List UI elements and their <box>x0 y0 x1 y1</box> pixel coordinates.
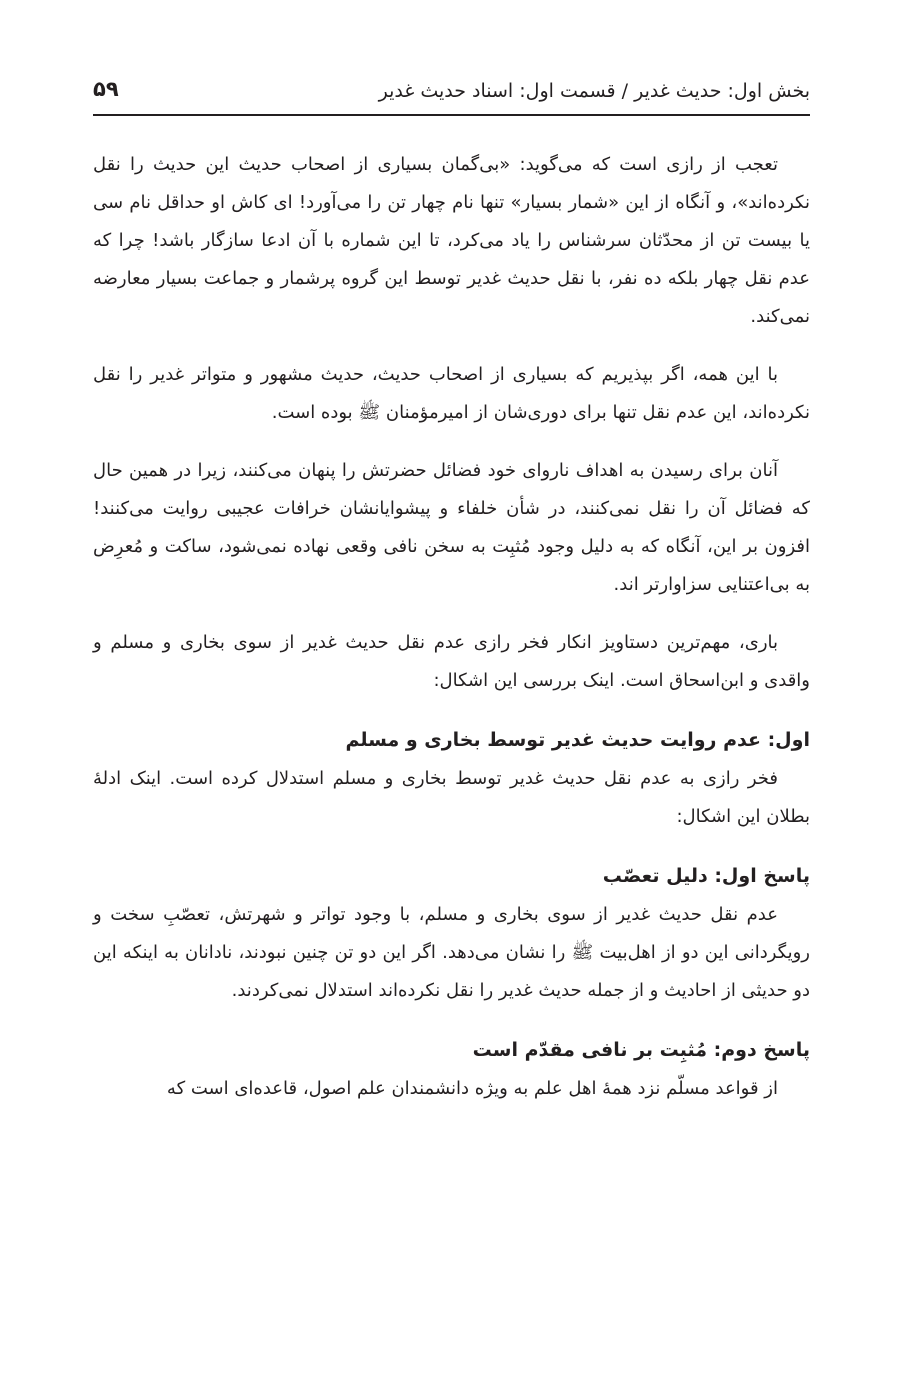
section-heading-3: پاسخ دوم: مُثبِت بر نافی مقدّم است <box>472 1039 810 1061</box>
paragraph-4: باری، مهم‌ترین دستاویز انکار فخر رازی عدم نقل حدیث غدیر از سوی بخاری و مسلم و واقدی و ابن‌اسحاق است. اینک بررسی این اشکال: <box>93 632 810 691</box>
running-header <box>93 74 810 116</box>
section-heading-2: پاسخ اول: دلیل تعصّب <box>602 865 810 887</box>
paragraph-2: با این همه، اگر بپذیریم که بسیاری از اصحاب حدیث، حدیث مشهور و متواتر غدیر را نقل نکرده‌اند، این عدم نقل تنها برای دوری‌شان از امیرمؤمنان ﷺ بوده است. <box>93 364 810 423</box>
book-page <box>93 0 810 1390</box>
paragraph-3: آنان برای رسیدن به اهداف ناروای خود فضائل حضرتش را پنهان می‌کنند، زیرا در همین حال که فضائل آن را نقل نمی‌کنند، در شأن خلفاء و پیشوایانشان خرافات عجیبی روایت می‌کنند! افزون بر این، آنگاه که به دلیل وجود مُثبِت به سخن نافی وقعی نهاده نمی‌شود، ساکت و مُعرِض به بی‌اعتنایی سزاوارتر اند. <box>93 460 810 595</box>
paragraph-6: عدم نقل حدیث غدیر از سوی بخاری و مسلم، با وجود تواتر و شهرتش، تعصّبِ سخت و رویگردانی این دو از اهل‌بیت ﷺ را نشان می‌دهد. اگر این دو تن چنین نبودند، نادانان به اینکه این دو حدیثی از احادیث و از جمله حدیث غدیر را نقل نکرده‌اند استدلال نمی‌کردند. <box>93 904 810 1001</box>
paragraph-1: تعجب از رازی است که می‌گوید: «بی‌گمان بسیاری از اصحاب حدیث این حدیث را نقل نکرده‌اند»، و آنگاه از این «شمار بسیار» تنها نام چهار تن را می‌آورد! ای کاش او حداقل نام سی یا بیست تن از محدّثان سرشناس را یاد می‌کرد، تا این شماره با آن ادعا سازگار باشد! چرا که عدم نقل چهار بلکه ده نفر، با نقل حدیث غدیر توسط این گروه پرشمار و جماعت بسیار معارضه نمی‌کند. <box>93 154 810 327</box>
page-body <box>93 146 810 1128</box>
page-number: ۵۹ <box>93 77 119 101</box>
paragraph-5: فخر رازی به عدم نقل حدیث غدیر توسط بخاری و مسلم استدلال کرده است. اینک ادلهٔ بطلان این اشکال: <box>93 768 810 827</box>
header-title: بخش اول: حدیث غدیر / قسمت اول: اسناد حدیث غدیر <box>378 80 810 102</box>
section-heading-1: اول: عدم روایت حدیث غدیر توسط بخاری و مسلم <box>345 729 810 751</box>
paragraph-7: از قواعد مسلّم نزد همهٔ اهل علم به ویژه دانشمندان علم اصول، قاعده‌ای است که <box>166 1078 778 1099</box>
